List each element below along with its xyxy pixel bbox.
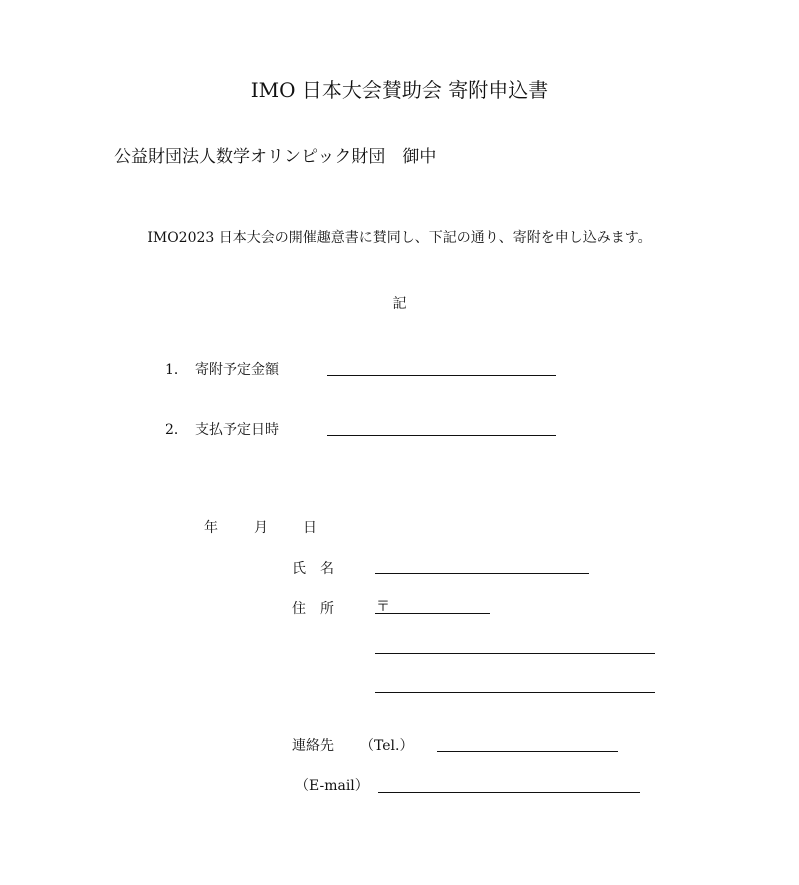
postal-code-line[interactable]: [375, 613, 490, 614]
name-line[interactable]: [375, 573, 589, 574]
addressee: 公益財団法人数学オリンピック財団 御中: [114, 147, 437, 167]
contact-label: 連絡先: [292, 738, 334, 754]
ki-heading: 記: [392, 296, 407, 312]
form-title: IMO 日本大会賛助会 寄附申込書: [250, 78, 549, 102]
intro-text: IMO2023 日本大会の開催趣意書に賛同し、下記の通り、寄附を申し込みます。: [147, 230, 652, 246]
date-month: 月: [254, 520, 268, 536]
donation-amount-line[interactable]: [327, 375, 556, 376]
email-label: （E-mail）: [295, 778, 369, 794]
payment-date-line[interactable]: [327, 435, 556, 436]
address-label: 住 所: [292, 601, 334, 617]
item-2-number: 2．: [165, 422, 188, 438]
address-line-1[interactable]: [375, 653, 655, 654]
tel-line[interactable]: [437, 751, 618, 752]
item-1-number: 1．: [165, 362, 188, 378]
date-day: 日: [303, 520, 317, 536]
item-2-label: 支払予定日時: [195, 422, 279, 438]
date-year: 年: [204, 520, 218, 536]
item-1-label: 寄附予定金額: [195, 362, 279, 378]
postal-mark: 〒: [376, 599, 390, 615]
address-line-2[interactable]: [375, 692, 655, 693]
name-label: 氏 名: [292, 561, 334, 577]
tel-label: （Tel.）: [360, 738, 414, 754]
email-line[interactable]: [378, 792, 640, 793]
